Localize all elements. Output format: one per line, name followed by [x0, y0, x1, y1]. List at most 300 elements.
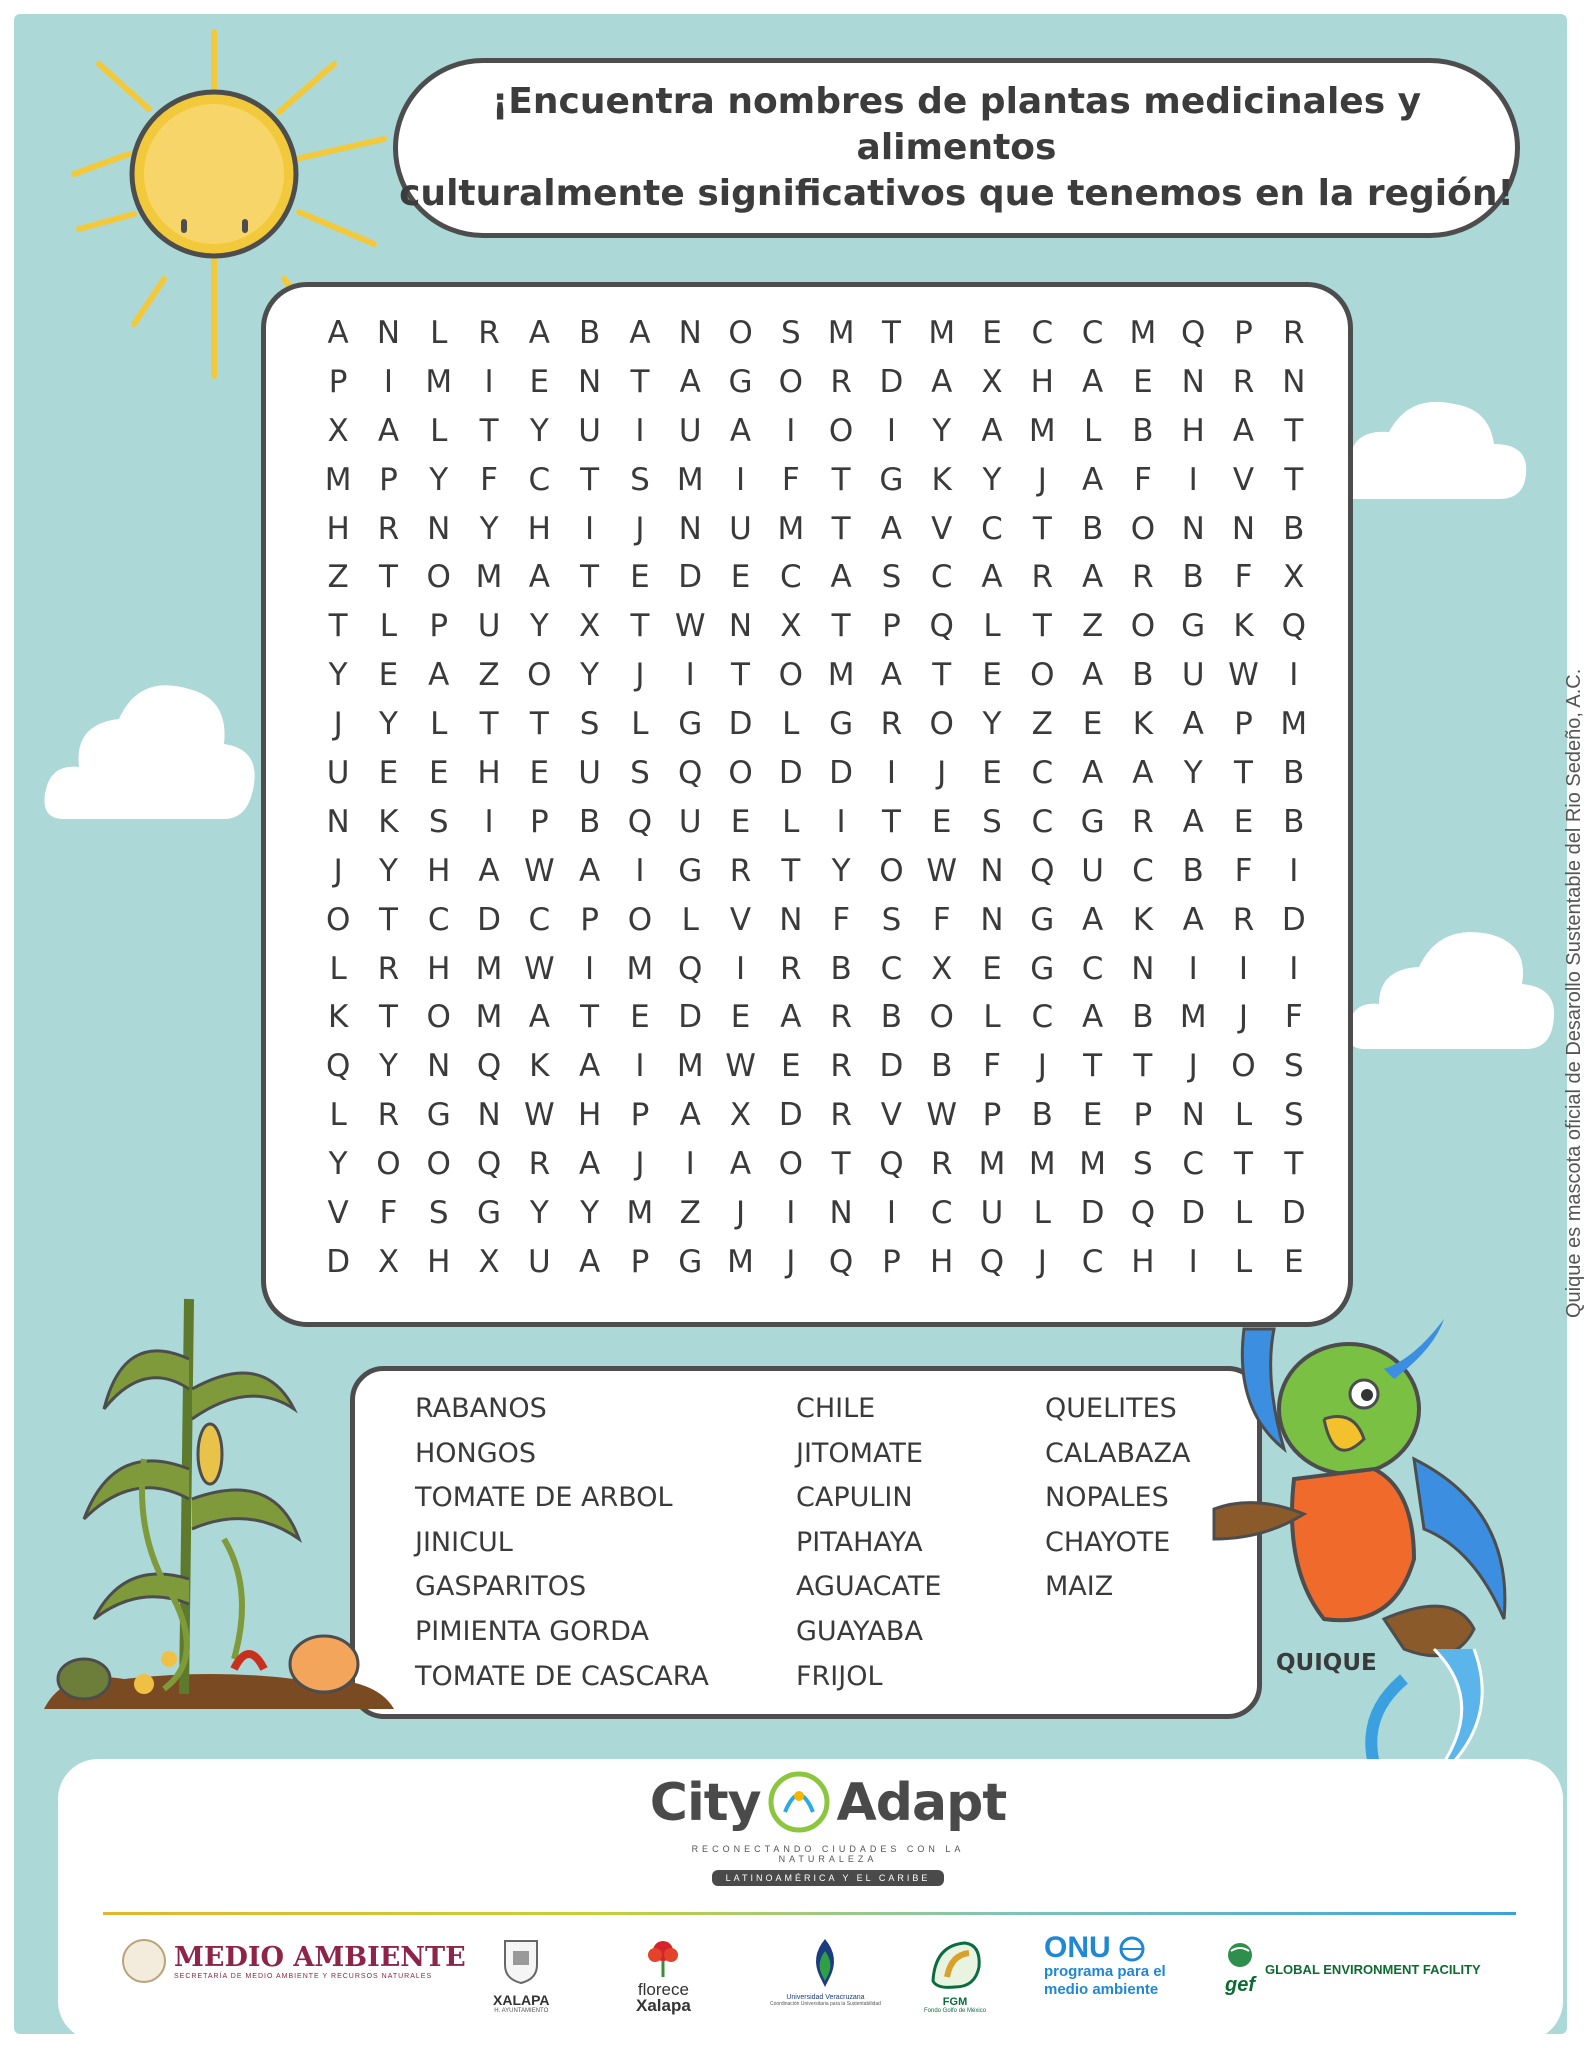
grid-letter[interactable]: E: [378, 755, 399, 792]
grid-letter[interactable]: W: [674, 608, 706, 645]
grid-letter[interactable]: W: [725, 1048, 756, 1085]
grid-letter[interactable]: S: [579, 706, 600, 743]
grid-letter[interactable]: T: [831, 608, 851, 645]
grid-letter[interactable]: Y: [529, 1195, 549, 1232]
grid-letter[interactable]: O: [929, 999, 954, 1036]
grid-letter[interactable]: I: [786, 1195, 796, 1232]
grid-letter[interactable]: V: [880, 1097, 903, 1134]
grid-letter[interactable]: N: [1181, 363, 1205, 400]
grid-letter[interactable]: D: [728, 706, 753, 743]
grid-letter[interactable]: T: [378, 999, 398, 1036]
grid-letter[interactable]: B: [1132, 412, 1154, 449]
grid-letter[interactable]: S: [428, 1195, 449, 1232]
grid-letter[interactable]: I: [1289, 950, 1299, 987]
grid-letter[interactable]: S: [1133, 1146, 1153, 1183]
grid-letter[interactable]: H: [326, 510, 350, 547]
grid-letter[interactable]: D: [879, 1048, 904, 1085]
grid-letter[interactable]: U: [527, 1243, 551, 1280]
grid-letter[interactable]: O: [1030, 657, 1055, 694]
grid-letter[interactable]: O: [325, 901, 351, 938]
grid-letter[interactable]: B: [578, 315, 601, 351]
grid-letter[interactable]: M: [827, 657, 855, 694]
grid-letter[interactable]: E: [931, 803, 952, 840]
grid-letter[interactable]: G: [477, 1195, 502, 1232]
grid-letter[interactable]: V: [327, 1195, 349, 1232]
grid-letter[interactable]: I: [1289, 657, 1299, 694]
grid-letter[interactable]: I: [886, 412, 896, 449]
grid-letter[interactable]: U: [1081, 852, 1104, 889]
grid-letter[interactable]: D: [1080, 1195, 1105, 1232]
grid-letter[interactable]: C: [930, 1195, 953, 1232]
grid-letter[interactable]: G: [1181, 608, 1206, 645]
grid-letter[interactable]: F: [781, 461, 800, 498]
grid-letter[interactable]: W: [524, 1097, 555, 1134]
grid-letter[interactable]: Y: [1183, 755, 1203, 792]
grid-letter[interactable]: A: [679, 363, 701, 400]
grid-letter[interactable]: B: [1283, 755, 1305, 792]
grid-letter[interactable]: Q: [476, 1048, 502, 1085]
grid-letter[interactable]: P: [328, 363, 348, 400]
grid-letter[interactable]: R: [377, 510, 400, 547]
grid-letter[interactable]: T: [881, 315, 901, 351]
grid-letter[interactable]: Y: [378, 852, 398, 889]
grid-letter[interactable]: Y: [479, 510, 499, 547]
grid-letter[interactable]: T: [1032, 608, 1052, 645]
grid-letter[interactable]: P: [429, 608, 449, 645]
grid-letter[interactable]: R: [1132, 559, 1154, 596]
grid-letter[interactable]: O: [728, 755, 753, 792]
grid-letter[interactable]: A: [1182, 901, 1204, 938]
grid-letter[interactable]: C: [1031, 803, 1054, 840]
grid-letter[interactable]: R: [478, 315, 500, 351]
grid-letter[interactable]: C: [1081, 950, 1104, 987]
grid-letter[interactable]: H: [427, 950, 451, 987]
grid-letter[interactable]: Q: [1030, 852, 1055, 889]
grid-letter[interactable]: V: [1232, 461, 1255, 498]
grid-letter[interactable]: C: [880, 950, 903, 987]
grid-letter[interactable]: A: [528, 999, 550, 1036]
grid-letter[interactable]: I: [484, 803, 494, 840]
grid-letter[interactable]: M: [928, 315, 956, 351]
grid-letter[interactable]: O: [426, 1146, 451, 1183]
grid-letter[interactable]: R: [880, 706, 903, 743]
grid-letter[interactable]: N: [980, 852, 1004, 889]
grid-letter[interactable]: T: [378, 901, 398, 938]
grid-letter[interactable]: Z: [1081, 608, 1104, 645]
grid-letter[interactable]: O: [627, 901, 653, 938]
grid-letter[interactable]: T: [1032, 510, 1052, 547]
grid-letter[interactable]: D: [1281, 901, 1306, 938]
grid-letter[interactable]: I: [786, 412, 796, 449]
grid-letter[interactable]: K: [327, 999, 349, 1036]
grid-letter[interactable]: S: [630, 755, 650, 792]
grid-letter[interactable]: G: [1080, 803, 1105, 840]
grid-letter[interactable]: W: [926, 852, 958, 889]
grid-letter[interactable]: L: [681, 901, 699, 938]
grid-letter[interactable]: R: [780, 950, 802, 987]
grid-letter[interactable]: S: [780, 315, 801, 351]
grid-letter[interactable]: M: [1079, 1146, 1106, 1183]
grid-letter[interactable]: G: [879, 461, 904, 498]
grid-letter[interactable]: Z: [327, 559, 349, 596]
grid-letter[interactable]: N: [678, 315, 702, 351]
grid-letter[interactable]: N: [376, 315, 401, 351]
grid-letter[interactable]: T: [831, 1146, 851, 1183]
grid-letter[interactable]: P: [580, 901, 599, 938]
grid-letter[interactable]: G: [829, 706, 854, 743]
grid-letter[interactable]: G: [1030, 901, 1055, 938]
grid-letter[interactable]: H: [1030, 363, 1054, 400]
grid-letter[interactable]: Y: [529, 608, 549, 645]
grid-letter[interactable]: I: [886, 755, 896, 792]
grid-letter[interactable]: P: [529, 803, 549, 840]
grid-letter[interactable]: O: [778, 657, 804, 694]
grid-letter[interactable]: W: [1228, 657, 1259, 694]
grid-letter[interactable]: I: [635, 412, 645, 449]
grid-letter[interactable]: I: [484, 363, 494, 400]
grid-letter[interactable]: G: [426, 1097, 451, 1134]
grid-letter[interactable]: T: [580, 461, 600, 498]
grid-letter[interactable]: L: [782, 803, 800, 840]
grid-letter[interactable]: E: [1082, 706, 1103, 743]
grid-letter[interactable]: S: [881, 901, 902, 938]
grid-letter[interactable]: H: [1181, 412, 1205, 449]
grid-letter[interactable]: A: [1132, 755, 1154, 792]
grid-letter[interactable]: C: [1081, 1243, 1104, 1280]
grid-letter[interactable]: X: [729, 1097, 752, 1134]
grid-letter[interactable]: X: [931, 950, 953, 987]
grid-letter[interactable]: U: [477, 608, 501, 645]
grid-letter[interactable]: I: [585, 950, 595, 987]
grid-letter[interactable]: X: [327, 412, 349, 449]
grid-letter[interactable]: F: [1284, 999, 1303, 1036]
grid-letter[interactable]: P: [1234, 706, 1253, 743]
grid-letter[interactable]: S: [881, 559, 902, 596]
grid-letter[interactable]: E: [982, 315, 1002, 351]
grid-letter[interactable]: L: [1083, 412, 1102, 449]
grid-letter[interactable]: M: [777, 510, 805, 547]
grid-letter[interactable]: O: [1130, 608, 1156, 645]
grid-letter[interactable]: I: [1188, 1243, 1198, 1280]
grid-letter[interactable]: V: [729, 901, 752, 938]
grid-letter[interactable]: E: [730, 803, 751, 840]
grid-letter[interactable]: N: [779, 901, 803, 938]
grid-letter[interactable]: Q: [879, 1146, 904, 1183]
grid-letter[interactable]: L: [1234, 1243, 1253, 1280]
grid-letter[interactable]: A: [1232, 412, 1255, 449]
grid-letter[interactable]: P: [1133, 1097, 1153, 1134]
grid-letter[interactable]: I: [1238, 950, 1249, 987]
grid-letter[interactable]: H: [477, 755, 501, 792]
grid-letter[interactable]: W: [926, 1097, 958, 1134]
grid-letter[interactable]: V: [931, 510, 953, 547]
grid-letter[interactable]: N: [427, 1048, 451, 1085]
grid-letter[interactable]: X: [579, 608, 601, 645]
grid-letter[interactable]: A: [830, 559, 852, 596]
grid-letter[interactable]: T: [630, 608, 650, 645]
grid-letter[interactable]: T: [1083, 1048, 1103, 1085]
grid-letter[interactable]: J: [1037, 461, 1047, 498]
grid-letter[interactable]: G: [728, 363, 753, 400]
grid-letter[interactable]: A: [1081, 559, 1104, 596]
grid-letter[interactable]: D: [879, 363, 904, 400]
grid-letter[interactable]: N: [1282, 363, 1306, 400]
grid-letter[interactable]: F: [379, 1195, 398, 1232]
grid-letter[interactable]: K: [1132, 901, 1154, 938]
grid-letter[interactable]: J: [1238, 999, 1249, 1036]
grid-letter[interactable]: E: [378, 657, 399, 694]
grid-letter[interactable]: E: [1133, 363, 1153, 400]
grid-letter[interactable]: J: [1188, 1048, 1198, 1085]
grid-letter[interactable]: L: [379, 608, 398, 645]
grid-letter[interactable]: S: [1283, 1048, 1304, 1085]
grid-letter[interactable]: B: [1182, 559, 1204, 596]
grid-letter[interactable]: B: [1132, 999, 1154, 1036]
grid-letter[interactable]: S: [982, 803, 1002, 840]
grid-letter[interactable]: G: [1030, 950, 1055, 987]
grid-letter[interactable]: A: [1081, 657, 1104, 694]
grid-letter[interactable]: E: [982, 657, 1002, 694]
grid-letter[interactable]: C: [779, 559, 802, 596]
grid-letter[interactable]: N: [678, 510, 702, 547]
grid-letter[interactable]: T: [1284, 1146, 1304, 1183]
grid-letter[interactable]: Q: [678, 950, 703, 987]
grid-letter[interactable]: E: [529, 755, 550, 792]
grid-letter[interactable]: S: [1283, 1097, 1304, 1134]
grid-letter[interactable]: N: [477, 1097, 501, 1134]
grid-letter[interactable]: A: [1081, 901, 1104, 938]
grid-letter[interactable]: E: [982, 950, 1002, 987]
grid-letter[interactable]: R: [1283, 315, 1305, 351]
grid-letter[interactable]: E: [630, 999, 650, 1036]
grid-letter[interactable]: U: [578, 755, 601, 792]
grid-letter[interactable]: S: [630, 461, 650, 498]
grid-letter[interactable]: A: [478, 852, 500, 889]
grid-letter[interactable]: H: [1131, 1243, 1155, 1280]
grid-letter[interactable]: B: [1031, 1097, 1053, 1134]
grid-letter[interactable]: X: [981, 363, 1003, 400]
grid-letter[interactable]: O: [728, 315, 753, 351]
grid-letter[interactable]: Y: [932, 412, 952, 449]
grid-letter[interactable]: L: [1234, 1097, 1253, 1134]
grid-letter[interactable]: E: [1082, 1097, 1103, 1134]
grid-letter[interactable]: Q: [1281, 608, 1306, 645]
grid-letter[interactable]: A: [428, 657, 450, 694]
grid-letter[interactable]: I: [585, 510, 595, 547]
grid-letter[interactable]: G: [678, 852, 703, 889]
grid-letter[interactable]: T: [1284, 412, 1304, 449]
grid-letter[interactable]: J: [937, 755, 947, 792]
grid-letter[interactable]: U: [578, 412, 601, 449]
grid-letter[interactable]: I: [1289, 852, 1299, 889]
grid-letter[interactable]: Q: [1180, 315, 1206, 351]
grid-letter[interactable]: N: [980, 901, 1004, 938]
grid-letter[interactable]: U: [1181, 657, 1205, 694]
grid-letter[interactable]: L: [1033, 1195, 1051, 1232]
grid-letter[interactable]: T: [1284, 461, 1304, 498]
grid-letter[interactable]: F: [1234, 852, 1253, 889]
grid-letter[interactable]: J: [1037, 1048, 1047, 1085]
grid-letter[interactable]: D: [829, 755, 854, 792]
grid-letter[interactable]: N: [1181, 1097, 1205, 1134]
grid-letter[interactable]: Y: [580, 1195, 600, 1232]
grid-letter[interactable]: P: [882, 1243, 901, 1280]
grid-letter[interactable]: T: [781, 852, 801, 889]
grid-letter[interactable]: O: [376, 1146, 401, 1183]
grid-letter[interactable]: D: [778, 755, 803, 792]
grid-letter[interactable]: N: [578, 363, 602, 400]
grid-letter[interactable]: F: [1133, 461, 1152, 498]
grid-letter[interactable]: F: [932, 901, 951, 938]
grid-letter[interactable]: R: [377, 950, 400, 987]
grid-letter[interactable]: A: [679, 1097, 701, 1134]
grid-letter[interactable]: A: [1081, 461, 1104, 498]
grid-letter[interactable]: Q: [979, 1243, 1005, 1280]
grid-letter[interactable]: O: [778, 363, 804, 400]
grid-letter[interactable]: C: [1081, 315, 1104, 351]
grid-letter[interactable]: R: [830, 1097, 852, 1134]
grid-letter[interactable]: T: [479, 412, 499, 449]
grid-letter[interactable]: M: [676, 1048, 704, 1085]
grid-letter[interactable]: K: [931, 461, 952, 498]
grid-letter[interactable]: M: [1179, 999, 1207, 1036]
grid-letter[interactable]: T: [1234, 755, 1253, 792]
grid-letter[interactable]: E: [1233, 803, 1254, 840]
grid-letter[interactable]: A: [729, 412, 752, 449]
grid-letter[interactable]: B: [931, 1048, 953, 1085]
grid-letter[interactable]: P: [630, 1097, 650, 1134]
grid-letter[interactable]: T: [1133, 1048, 1153, 1085]
grid-letter[interactable]: T: [580, 559, 600, 596]
grid-letter[interactable]: E: [1283, 1243, 1304, 1280]
grid-letter[interactable]: D: [678, 559, 703, 596]
grid-letter[interactable]: U: [326, 755, 350, 792]
grid-letter[interactable]: M: [475, 950, 503, 987]
grid-letter[interactable]: N: [1131, 950, 1155, 987]
grid-letter[interactable]: O: [828, 412, 854, 449]
grid-letter[interactable]: G: [678, 1243, 703, 1280]
grid-letter[interactable]: B: [1283, 803, 1305, 840]
grid-letter[interactable]: C: [528, 461, 551, 498]
grid-letter[interactable]: C: [528, 901, 551, 938]
grid-letter[interactable]: S: [428, 803, 449, 840]
grid-letter[interactable]: Y: [378, 706, 398, 743]
grid-letter[interactable]: N: [1181, 510, 1205, 547]
grid-letter[interactable]: R: [830, 1048, 852, 1085]
grid-letter[interactable]: O: [527, 657, 552, 694]
grid-letter[interactable]: U: [678, 803, 702, 840]
grid-letter[interactable]: A: [528, 559, 550, 596]
grid-letter[interactable]: I: [383, 363, 394, 400]
grid-letter[interactable]: A: [931, 363, 953, 400]
grid-letter[interactable]: W: [524, 950, 555, 987]
grid-letter[interactable]: I: [1188, 461, 1198, 498]
grid-letter[interactable]: L: [430, 706, 448, 743]
grid-letter[interactable]: X: [478, 1243, 500, 1280]
grid-letter[interactable]: D: [326, 1243, 351, 1280]
grid-letter[interactable]: M: [827, 315, 855, 351]
grid-letter[interactable]: E: [730, 559, 751, 596]
grid-letter[interactable]: M: [626, 950, 654, 987]
grid-letter[interactable]: L: [782, 706, 800, 743]
grid-letter[interactable]: A: [1182, 706, 1204, 743]
grid-letter[interactable]: A: [579, 1243, 601, 1280]
grid-letter[interactable]: Q: [678, 755, 703, 792]
grid-letter[interactable]: H: [577, 1097, 602, 1134]
grid-letter[interactable]: I: [886, 1195, 896, 1232]
grid-letter[interactable]: J: [1037, 1243, 1047, 1280]
grid-letter[interactable]: O: [426, 999, 451, 1036]
grid-letter[interactable]: R: [1031, 559, 1054, 596]
grid-letter[interactable]: M: [1028, 1146, 1056, 1183]
grid-letter[interactable]: E: [630, 559, 650, 596]
grid-letter[interactable]: B: [1081, 510, 1104, 547]
grid-letter[interactable]: P: [379, 461, 398, 498]
grid-letter[interactable]: Q: [476, 1146, 502, 1183]
grid-letter[interactable]: X: [1283, 559, 1305, 596]
grid-letter[interactable]: A: [780, 999, 802, 1036]
grid-letter[interactable]: P: [630, 1243, 650, 1280]
grid-letter[interactable]: L: [430, 412, 448, 449]
grid-letter[interactable]: P: [1234, 315, 1253, 351]
grid-letter[interactable]: K: [529, 1048, 550, 1085]
grid-letter[interactable]: T: [1234, 1146, 1253, 1183]
grid-letter[interactable]: P: [982, 1097, 1002, 1134]
grid-letter[interactable]: D: [477, 901, 501, 938]
grid-letter[interactable]: Y: [328, 657, 348, 694]
grid-letter[interactable]: R: [830, 363, 852, 400]
grid-letter[interactable]: B: [578, 803, 601, 840]
grid-letter[interactable]: D: [1181, 1195, 1206, 1232]
grid-letter[interactable]: Y: [529, 412, 549, 449]
grid-letter[interactable]: C: [981, 510, 1003, 547]
grid-letter[interactable]: X: [377, 1243, 400, 1280]
grid-letter[interactable]: E: [730, 999, 751, 1036]
grid-letter[interactable]: M: [727, 1243, 754, 1280]
grid-letter[interactable]: J: [635, 1146, 645, 1183]
grid-letter[interactable]: J: [635, 510, 645, 547]
grid-letter[interactable]: M: [1129, 315, 1157, 351]
grid-letter[interactable]: N: [1231, 510, 1256, 547]
grid-letter[interactable]: J: [333, 706, 343, 743]
grid-letter[interactable]: R: [729, 852, 752, 889]
grid-letter[interactable]: O: [1231, 1048, 1256, 1085]
grid-letter[interactable]: M: [425, 363, 453, 400]
grid-letter[interactable]: H: [527, 510, 551, 547]
grid-letter[interactable]: M: [475, 999, 503, 1036]
grid-letter[interactable]: C: [427, 901, 450, 938]
grid-letter[interactable]: A: [1081, 999, 1104, 1036]
grid-letter[interactable]: G: [678, 706, 703, 743]
grid-letter[interactable]: Z: [679, 1195, 701, 1232]
grid-letter[interactable]: A: [579, 1146, 601, 1183]
grid-letter[interactable]: M: [1028, 412, 1056, 449]
grid-letter[interactable]: Y: [328, 1146, 348, 1183]
grid-letter[interactable]: H: [427, 852, 451, 889]
grid-letter[interactable]: A: [528, 315, 550, 351]
grid-letter[interactable]: T: [731, 657, 750, 694]
grid-letter[interactable]: C: [1031, 315, 1054, 351]
grid-letter[interactable]: J: [635, 657, 645, 694]
grid-letter[interactable]: D: [778, 1097, 803, 1134]
grid-letter[interactable]: A: [1081, 363, 1104, 400]
grid-letter[interactable]: U: [678, 412, 702, 449]
grid-letter[interactable]: Y: [580, 657, 600, 694]
grid-letter[interactable]: T: [630, 363, 650, 400]
grid-letter[interactable]: L: [329, 1097, 347, 1134]
grid-letter[interactable]: J: [333, 852, 343, 889]
grid-letter[interactable]: A: [579, 1048, 601, 1085]
